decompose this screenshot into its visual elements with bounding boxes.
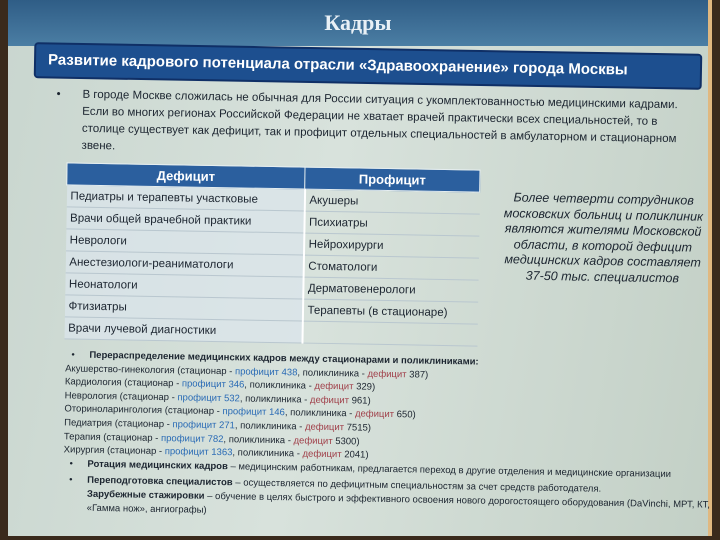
- deficit-cell: Врачи лучевой диагностики: [64, 317, 302, 343]
- surplus-value: профицит 782: [160, 432, 224, 445]
- surplus-cell: [302, 321, 477, 346]
- deficit-label: дефицит: [354, 408, 395, 421]
- surplus-value: профицит 1363: [164, 446, 233, 459]
- specialty: Хирургия (стационар -: [63, 444, 165, 458]
- rotation-text: – медицинским работникам, предлагается переход в другие отделения и медицинские организации: [227, 460, 672, 480]
- slide-title: Развитие кадрового потенциала отрасли «Здравоохранение» города Москвы: [34, 42, 703, 90]
- deficit-label: дефицит: [304, 421, 345, 434]
- separator: , поликлиника -: [239, 393, 311, 406]
- measures-list: [63, 348, 716, 525]
- surplus-value: профицит 271: [172, 419, 235, 432]
- deficit-value: 5300): [332, 435, 360, 448]
- deficit-value: 387): [406, 368, 429, 381]
- deficit-label: дефицит: [302, 448, 342, 461]
- internships-bold: Зарубежные стажировки: [86, 488, 205, 502]
- deficit-value: 650): [393, 409, 416, 421]
- surplus-value: профицит 532: [177, 392, 240, 405]
- deficit-value: 7515): [343, 422, 372, 434]
- deficit-value: 961): [348, 395, 371, 407]
- deficit-cell: Врачи общей врачебной практики: [66, 207, 304, 233]
- surplus-cell: Стоматологи: [303, 255, 478, 280]
- specialty: Акушерство-гинекология (стационар -: [65, 362, 236, 377]
- deficit-label: дефицит: [314, 380, 354, 393]
- specialty: Оториноларингология (стационар -: [64, 403, 223, 418]
- retraining-bold: Переподготовка специалистов: [87, 475, 233, 489]
- specialty: Терапия (стационар -: [63, 430, 162, 444]
- surplus-cell: Нейрохирурги: [303, 233, 478, 258]
- rotation-bold: Ротация медицинских кадров: [87, 458, 228, 472]
- separator: , поликлиника -: [232, 447, 303, 460]
- deficit-header: Дефицит: [67, 163, 305, 189]
- bullet-icon: •: [56, 88, 61, 101]
- deficit-cell: Анестезиологи-реаниматологи: [65, 251, 303, 277]
- separator: , поликлиника -: [284, 407, 356, 420]
- retraining-text: – осуществляется по дефицитным специальностям за счет средств работодателя.: [232, 477, 602, 496]
- bullet-icon: •: [69, 458, 73, 470]
- internships-text: – обучение в целях быстрого и эффективного освоения нового дорогостоящего оборудования (DaVinchi, МРТ, КТ, «Гамма нож», ангиографы): [86, 490, 711, 516]
- separator: , поликлиника -: [234, 420, 306, 433]
- deficit-cell: Неврологи: [66, 229, 304, 255]
- deficit-surplus-table: [63, 162, 480, 346]
- slide-header: Кадры: [8, 0, 708, 46]
- separator: , поликлиника -: [297, 366, 368, 380]
- surplus-cell: Дерматовенерологи: [303, 277, 478, 302]
- surplus-value: профицит 438: [234, 365, 298, 378]
- surplus-cell: Терапевты (в стационаре): [302, 299, 477, 324]
- specialty: Педиатрия (стационар -: [64, 417, 173, 431]
- deficit-label: дефицит: [309, 394, 350, 407]
- surplus-value: профицит 146: [222, 406, 285, 419]
- intro-paragraph: • В городе Москве сложилась не обычная для России ситуация с укомплектованностью медицинскими кадрами. Если во многих регионах Российской Федерации не хватает врачей практически всех специальностей, то в столице существует как дефицит, так и профицит отдельных специальностей в амбулаторном и стационарном звене.: [56, 88, 678, 153]
- bullet-icon: •: [71, 349, 75, 361]
- slide: [8, 0, 712, 536]
- surplus-cell: Акушеры: [304, 189, 479, 214]
- deficit-value: 329): [353, 381, 376, 393]
- deficit-cell: Фтизиатры: [64, 295, 302, 321]
- deficit-cell: Педиатры и терапевты участковые: [66, 185, 304, 211]
- surplus-header: Профицит: [305, 167, 480, 192]
- bullet-icon: •: [69, 474, 73, 486]
- deficit-value: 2041): [341, 449, 369, 461]
- deficit-cell: Неонатологи: [65, 273, 303, 299]
- separator: , поликлиника -: [223, 433, 294, 446]
- specialty: Кардиология (стационар -: [64, 376, 183, 390]
- redistribution-heading: Перераспределение медицинских кадров между стационарами и поликлиниками:: [89, 349, 479, 368]
- deficit-label: дефицит: [293, 434, 333, 447]
- side-note: Более четверти сотрудников московских больниц и поликлиник являются жителями Московской области, в которой дефицит медицинских кадров составляет 37-50 тыс. специалистов: [503, 190, 704, 285]
- deficit-label: дефицит: [367, 368, 407, 380]
- surplus-value: профицит 346: [181, 378, 245, 391]
- separator: , поликлиника -: [244, 379, 315, 392]
- surplus-cell: Психиатры: [304, 211, 479, 236]
- specialty: Неврология (стационар -: [64, 390, 178, 404]
